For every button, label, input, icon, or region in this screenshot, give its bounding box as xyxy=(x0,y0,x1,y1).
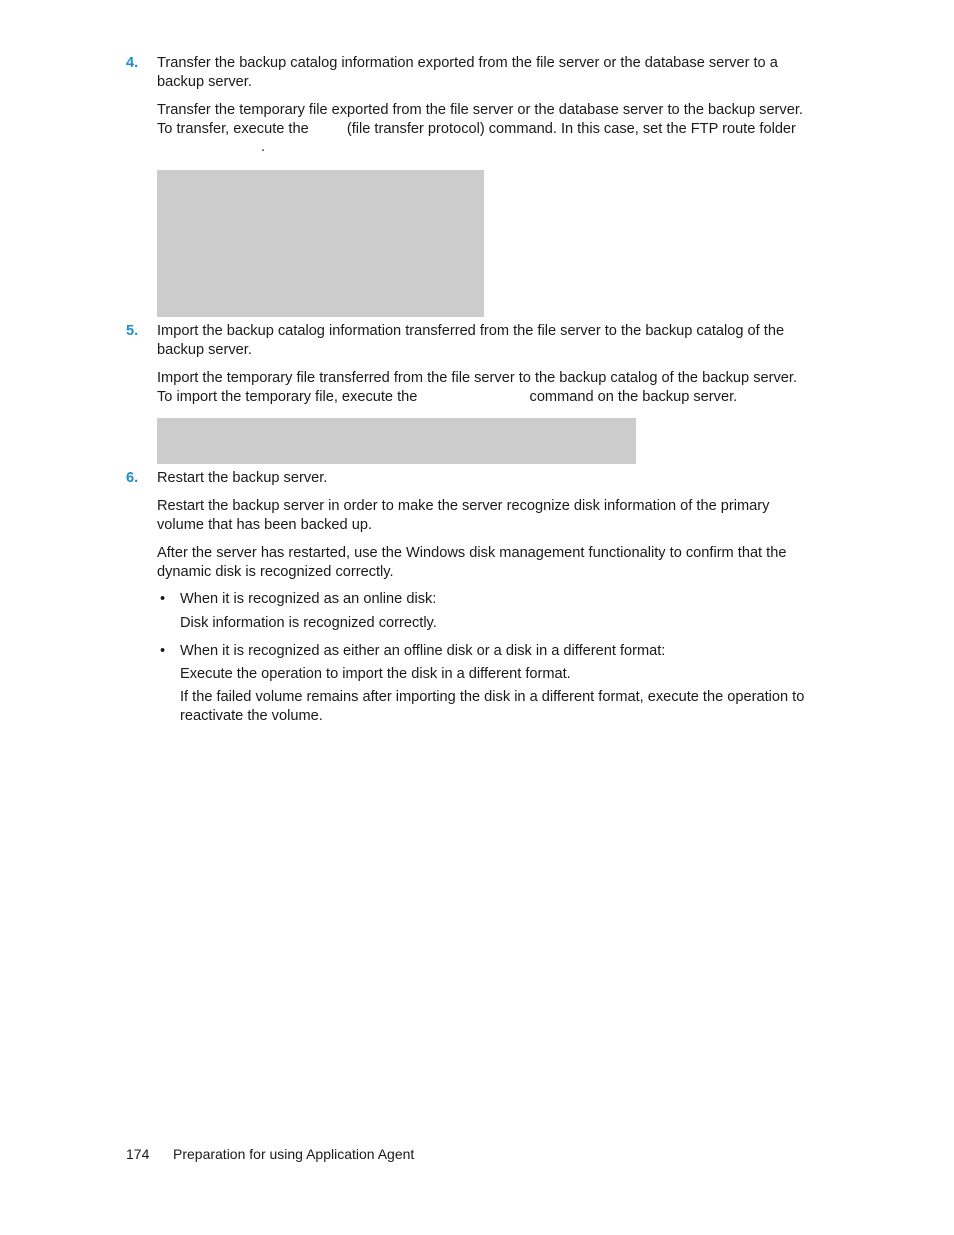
step-4-body-part1: Transfer the temporary file exported from the file server or the database server to the backup server. To transfer, execute the xyxy=(157,102,803,137)
code-block-ftp xyxy=(157,170,484,317)
step-5-body-part2: command on the backup server. xyxy=(529,388,738,405)
bullet-offline-disk-detail-2: If the failed volume remains after importing the disk in a different format, execute the operation to reactivate the volume. xyxy=(180,689,805,724)
step-6-body-2: After the server has restarted, use the Windows disk management functionality to confirm that the dynamic disk is recognized correctly. xyxy=(157,545,787,580)
bullet-mark: • xyxy=(160,591,166,607)
bullet-mark: • xyxy=(160,643,166,659)
bullet-offline-disk-detail-1: Execute the operation to import the disk in a different format. xyxy=(180,666,571,682)
step-number-5: 5. xyxy=(126,323,139,339)
step-number-4: 4. xyxy=(126,55,139,71)
step-4-body-part2: (file transfer protocol) command. In this case, set the FTP route folder xyxy=(346,120,796,137)
footer-section-title: Preparation for using Application Agent xyxy=(173,1146,415,1162)
step-5-body-part1: Import the temporary file transferred from the file server to the backup catalog of the backup server. To import the temporary file, execute the xyxy=(157,370,798,405)
code-block-import xyxy=(157,418,636,464)
page-number: 174 xyxy=(126,1146,150,1162)
step-6-title: Restart the backup server. xyxy=(157,470,328,486)
step-5-body xyxy=(157,369,807,406)
bullet-online-disk-detail: Disk information is recognized correctly. xyxy=(180,615,437,631)
bullet-online-disk: When it is recognized as an online disk: xyxy=(180,591,437,607)
step-number-6: 6. xyxy=(126,470,139,486)
step-4-body-part3: . xyxy=(261,139,266,156)
bullet-offline-disk: When it is recognized as either an offline disk or a disk in a different format: xyxy=(180,643,666,659)
step-4-title: Transfer the backup catalog information exported from the file server or the database server to a backup server. xyxy=(157,55,778,90)
step-4-body xyxy=(157,101,807,157)
step-5-title: Import the backup catalog information transferred from the file server to the backup catalog of the backup server. xyxy=(157,323,785,358)
step-6-body-1: Restart the backup server in order to make the server recognize disk information of the primary volume that has been backed up. xyxy=(157,498,770,533)
